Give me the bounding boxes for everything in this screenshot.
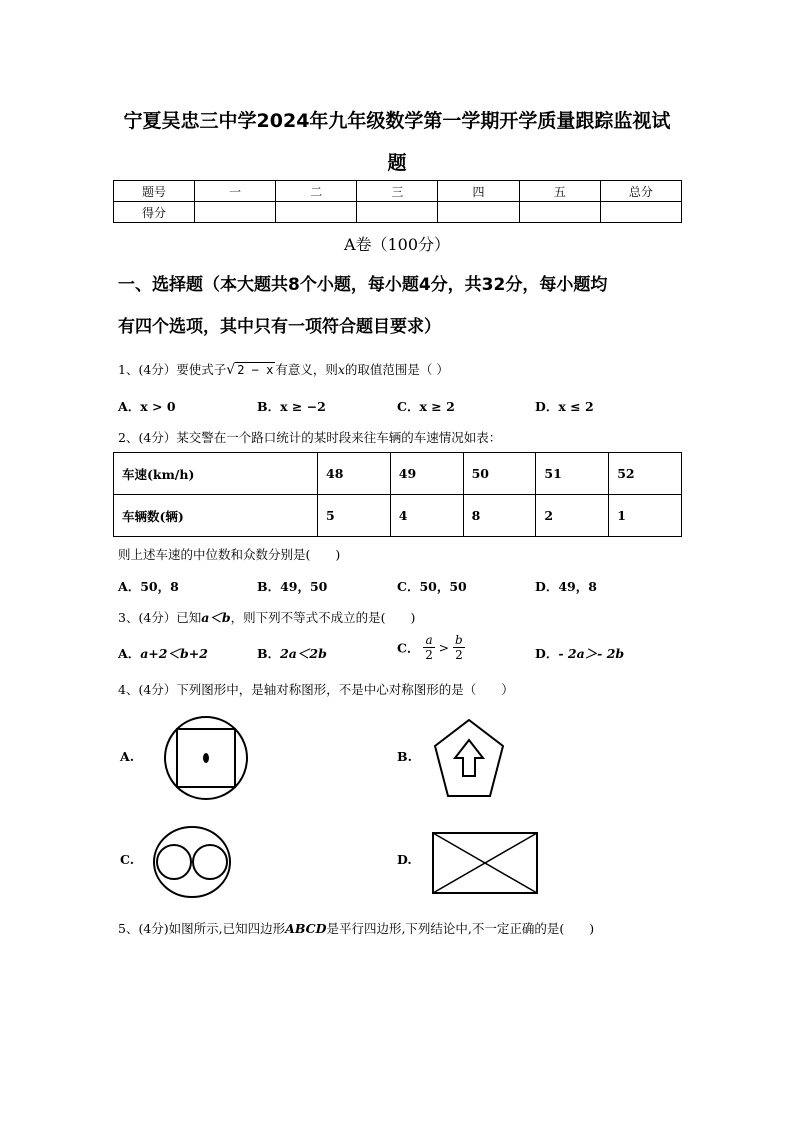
table-cell: 题号 <box>114 181 195 202</box>
option-c[interactable]: C. <box>120 852 135 867</box>
option-b[interactable]: B. <box>397 749 412 764</box>
question-text: 1、(4分）要使式子 <box>118 362 227 377</box>
table-cell: 49 <box>390 453 463 495</box>
table-cell: 51 <box>536 453 609 495</box>
option-label: A． <box>118 646 141 661</box>
question-text: 5、(4分)如图所示,已知四边形 <box>118 921 286 936</box>
table-cell: 得分 <box>114 202 195 223</box>
numerator: a <box>425 633 433 647</box>
option-c[interactable] <box>397 633 465 662</box>
table-cell: 50 <box>463 453 536 495</box>
sqrt-radicand: 2 − x <box>237 363 274 377</box>
variable: x <box>337 362 345 377</box>
figure-c-circle-two-circles <box>152 825 232 899</box>
option-d[interactable]: D．x ≤ 2 <box>535 399 594 414</box>
option-b[interactable]: B．x ≥ −2 <box>257 399 326 414</box>
option-label: C． <box>397 640 420 656</box>
question-4: 4、(4分）下列图形中，是轴对称图形，不是中心对称图形的是（ ） <box>118 682 514 697</box>
option-d[interactable]: D. <box>397 852 412 867</box>
table-cell: 5 <box>318 495 391 537</box>
table-cell: 2 <box>536 495 609 537</box>
section-heading-continued: 有四个选项，其中只有一项符合题目要求） <box>118 317 441 337</box>
option-c[interactable]: C．50，50 <box>397 579 467 594</box>
page-title-continued: 题 <box>387 152 407 174</box>
fraction-a-over-2 <box>423 633 434 662</box>
table-cell: 一 <box>195 181 276 202</box>
question-1 <box>118 360 449 378</box>
question-text: 3、(4分）已知 <box>118 610 202 625</box>
shape-name: ABCD <box>285 921 327 936</box>
score-input-cell[interactable] <box>276 202 357 223</box>
section-heading: 一、选择题（本大题共8个小题，每小题4分，共32分，每小题均 <box>118 275 608 295</box>
table-row <box>114 202 682 223</box>
option-expression: 2a＜2b <box>280 646 327 661</box>
condition: a＜b <box>201 610 231 625</box>
table-cell: 48 <box>318 453 391 495</box>
score-input-cell[interactable] <box>519 202 600 223</box>
option-a[interactable]: A. <box>120 749 135 764</box>
page-title: 宁夏吴忠三中学2024年九年级数学第一学期开学质量跟踪监视试 <box>123 110 671 132</box>
paper-subtitle: A卷（100分） <box>343 235 451 254</box>
table-cell: 1 <box>609 495 682 537</box>
figure-d-rectangle-diagonals <box>432 832 538 894</box>
figure-a-circle-square <box>163 715 249 801</box>
table-cell: 二 <box>276 181 357 202</box>
figure-b-pentagon-arrow <box>433 718 505 798</box>
option-a[interactable] <box>118 644 208 662</box>
table-cell: 车速(km/h) <box>114 453 318 495</box>
option-a[interactable]: A．x > 0 <box>118 399 176 414</box>
denominator: 2 <box>425 648 433 662</box>
numerator: b <box>455 633 463 647</box>
question-text: ，则下列不等式不成立的是( ) <box>230 610 416 625</box>
score-input-cell[interactable] <box>438 202 519 223</box>
option-expression: a+2＜b+2 <box>140 646 208 661</box>
table-cell: 52 <box>609 453 682 495</box>
question-3 <box>118 608 415 626</box>
question-5 <box>118 919 594 937</box>
table-cell: 4 <box>390 495 463 537</box>
score-table <box>113 180 682 223</box>
option-d[interactable] <box>535 644 624 662</box>
table-cell: 三 <box>357 181 438 202</box>
option-b[interactable]: B．49，50 <box>257 579 328 594</box>
table-row <box>114 453 682 495</box>
table-row <box>114 495 682 537</box>
option-a[interactable]: A．50，8 <box>118 579 179 594</box>
score-input-cell[interactable] <box>357 202 438 223</box>
table-cell: 五 <box>519 181 600 202</box>
question-2-followup: 则上述车速的中位数和众数分别是( ) <box>118 547 341 562</box>
question-text: 的取值范围是（ ） <box>344 362 449 377</box>
option-b[interactable] <box>257 644 327 662</box>
table-cell: 8 <box>463 495 536 537</box>
denominator: 2 <box>455 648 463 662</box>
question-text: 是平行四边形,下列结论中,不一定正确的是( ) <box>326 921 595 936</box>
option-d[interactable]: D．49，8 <box>535 579 597 594</box>
question-text: 有意义，则 <box>275 362 338 377</box>
option-label: D． <box>535 646 559 661</box>
score-input-cell[interactable] <box>600 202 681 223</box>
fraction-b-over-2 <box>453 633 465 662</box>
table-cell: 总分 <box>600 181 681 202</box>
speed-table <box>113 452 682 537</box>
sqrt-expression: √ <box>226 362 236 378</box>
table-cell: 车辆数(辆) <box>114 495 318 537</box>
greater-than-sign: > <box>438 640 450 655</box>
table-cell: 四 <box>438 181 519 202</box>
option-c[interactable]: C．x ≥ 2 <box>397 399 455 414</box>
score-input-cell[interactable] <box>195 202 276 223</box>
question-2: 2、(4分）某交警在一个路口统计的某时段来往车辆的车速情况如表： <box>118 430 502 445</box>
table-row <box>114 181 682 202</box>
option-expression: - 2a＞- 2b <box>558 646 625 661</box>
option-label: B． <box>257 646 281 661</box>
